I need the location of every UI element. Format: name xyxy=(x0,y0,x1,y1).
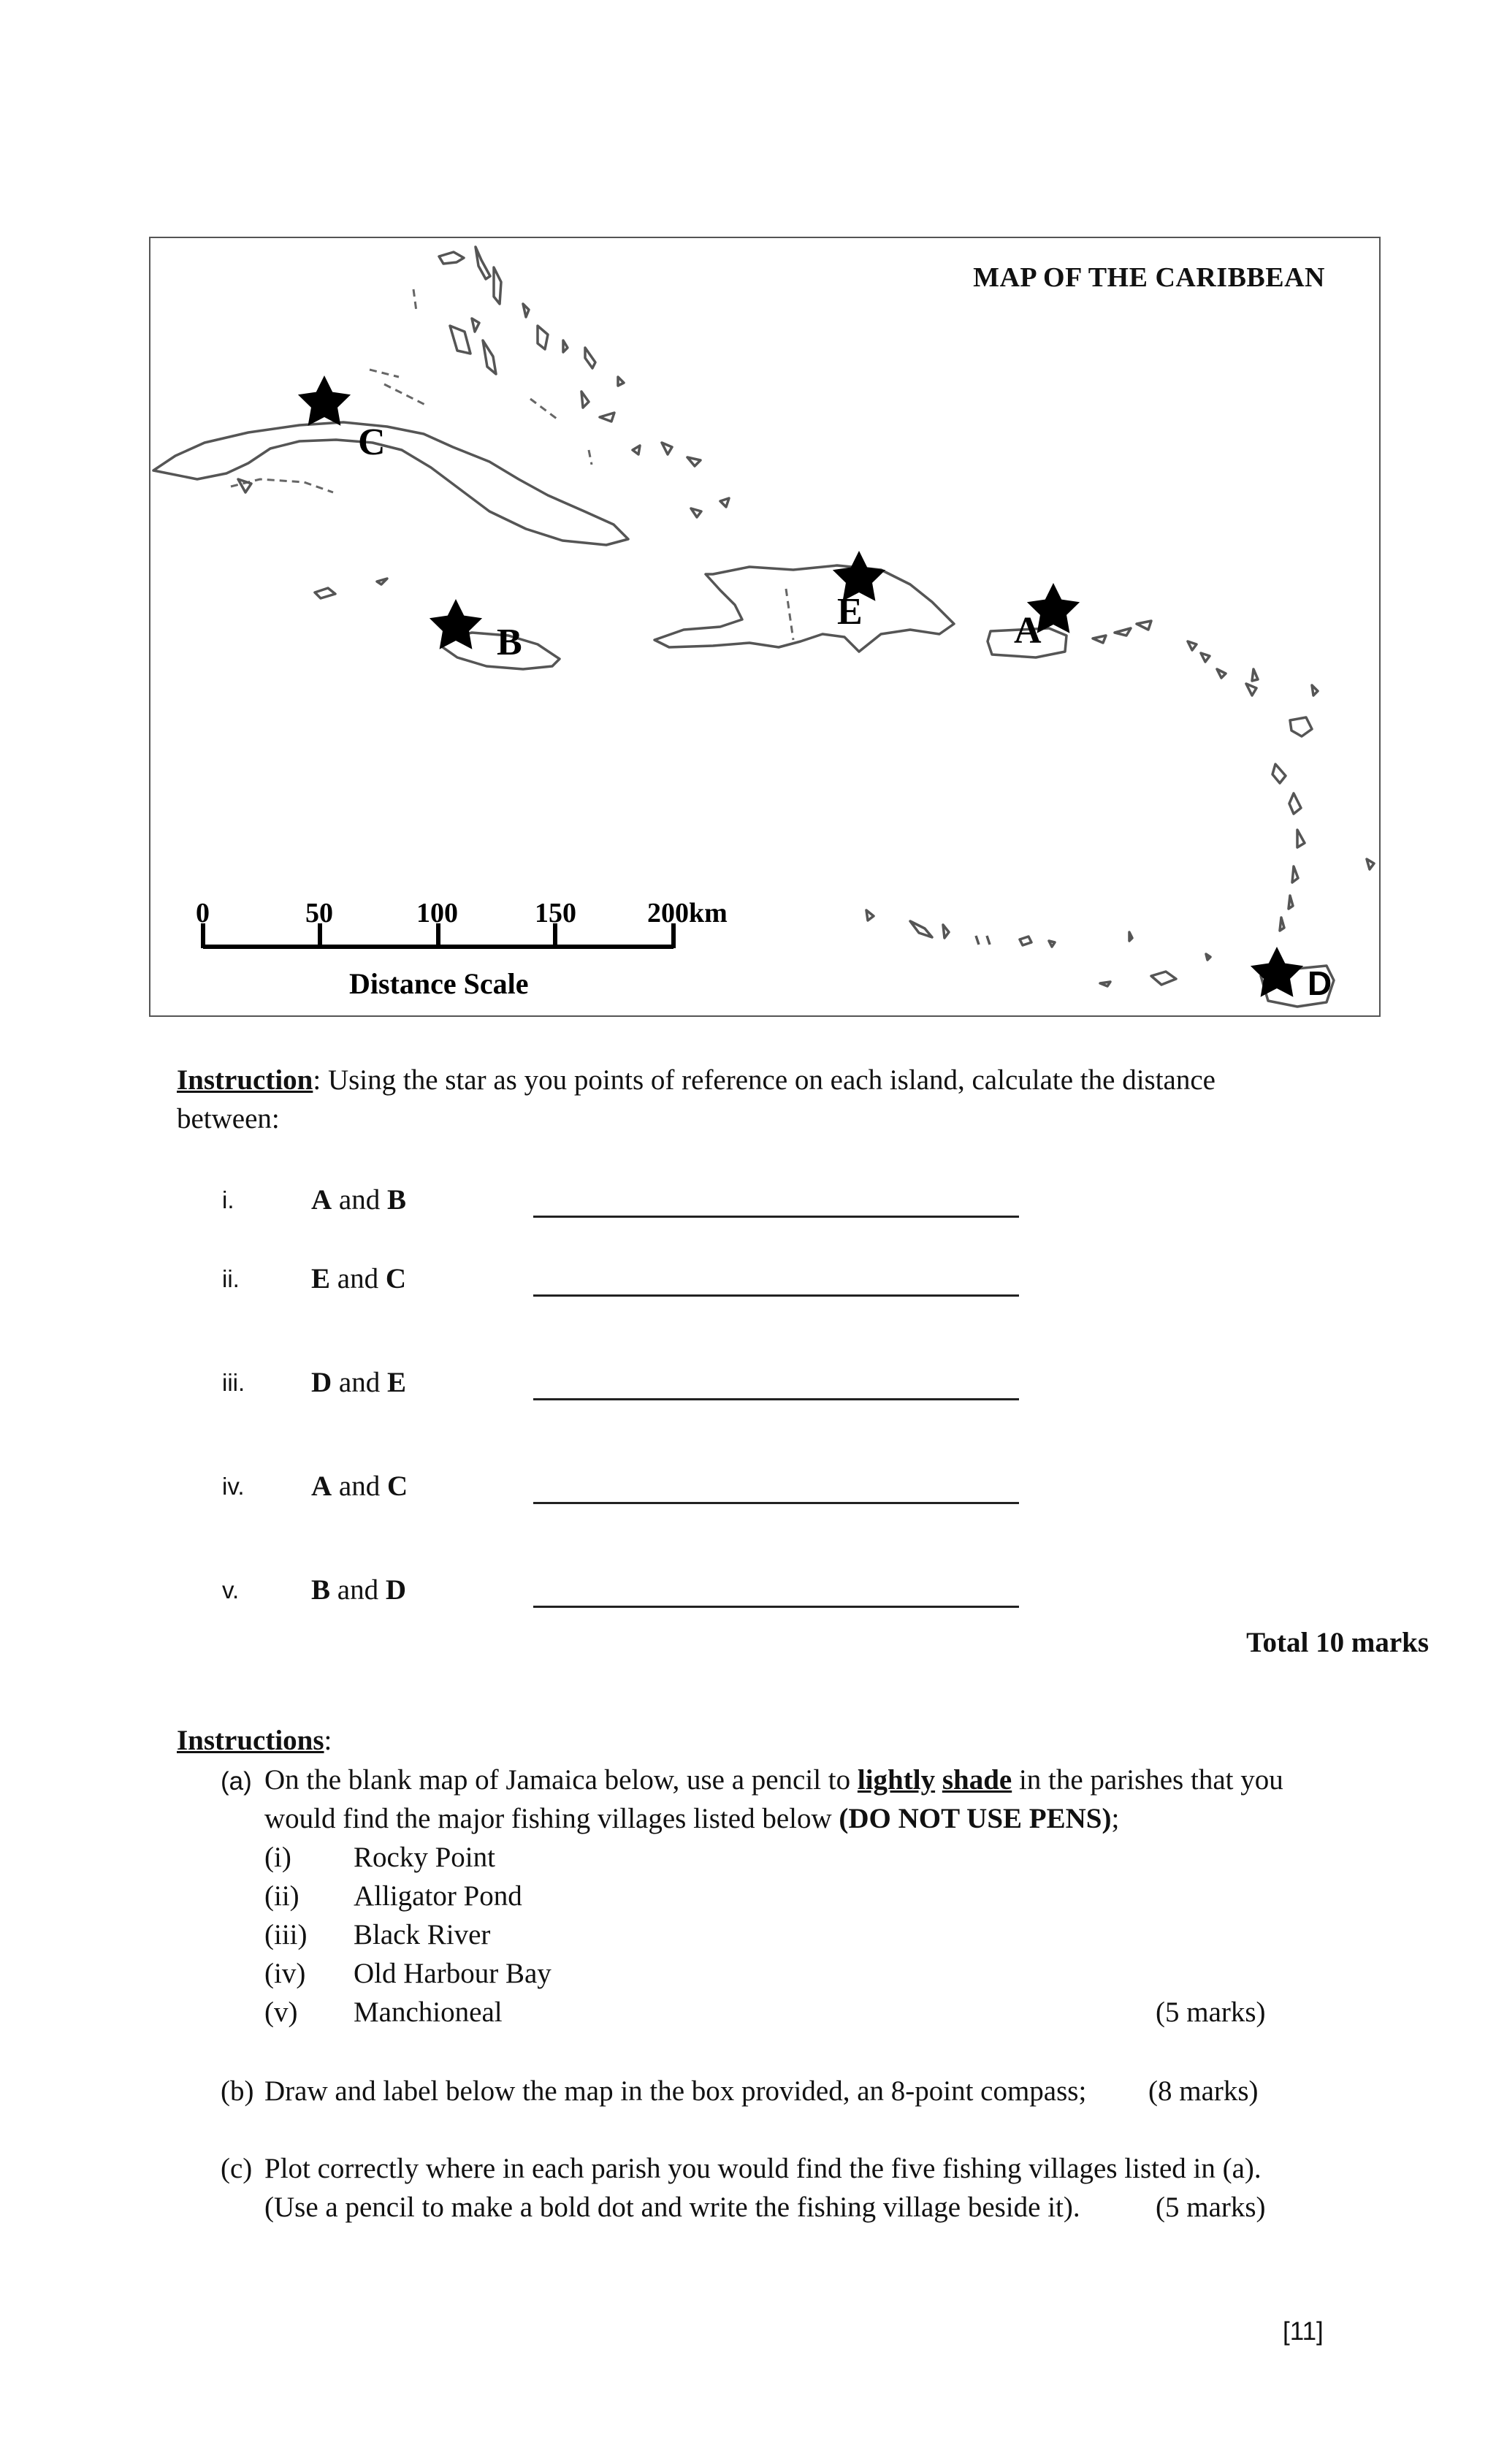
question-pair: A and B xyxy=(311,1184,406,1216)
item-a-marker: (a) xyxy=(221,1767,252,1796)
item-b-text: Draw and label below the map in the box provided, an 8-point compass; xyxy=(264,2075,1087,2107)
star-d xyxy=(1251,947,1303,997)
question-pair: B and D xyxy=(311,1574,406,1606)
scale-label: Distance Scale xyxy=(349,967,529,1000)
page-number: [11] xyxy=(1283,2317,1324,2346)
lightly-emphasis: lightly xyxy=(857,1764,936,1796)
item-a-marks: (5 marks) xyxy=(1156,1996,1266,2028)
no-pens-warning: (DO NOT USE PENS) xyxy=(839,1803,1112,1834)
answer-line[interactable] xyxy=(533,1216,1019,1218)
answer-line[interactable] xyxy=(533,1502,1019,1504)
question-pair: E and C xyxy=(311,1263,406,1294)
answer-line[interactable] xyxy=(533,1398,1019,1400)
question-pair: A and C xyxy=(311,1471,408,1502)
scale-tick-100: 100 xyxy=(416,898,458,928)
instructions-label: Instructions xyxy=(177,1725,324,1756)
bahamas-islands xyxy=(370,247,729,517)
scale-tick-150: 150 xyxy=(535,898,576,928)
scale-tick-50: 50 xyxy=(305,898,333,928)
star-c xyxy=(298,375,351,426)
question-number: ii. xyxy=(222,1265,240,1292)
answer-line[interactable] xyxy=(533,1606,1019,1608)
lesser-antilles xyxy=(1093,621,1374,931)
item-c-marker: (c) xyxy=(221,2153,253,2184)
item-c-text: Plot correctly where in each parish you would find the five fishing villages listed in (a). (Use a pencil to make a bold dot and write the fishing village beside it). xyxy=(264,2153,1262,2223)
map-title: MAP OF THE CARIBBEAN xyxy=(973,262,1325,293)
question-number: i. xyxy=(222,1186,234,1213)
scale-tick-200km: 200km xyxy=(647,898,728,928)
cuba-outline xyxy=(153,422,628,545)
instructions-heading: Instructions: xyxy=(177,1725,332,1756)
instruction-text: : Using the star as you points of reference on each island, calculate the distance xyxy=(313,1064,1216,1096)
question-number: v. xyxy=(222,1576,240,1603)
caribbean-map xyxy=(149,237,1381,1017)
star-b xyxy=(430,599,482,649)
hispaniola-outline xyxy=(654,565,954,652)
label-c: C xyxy=(358,422,386,463)
item-a-text: On the blank map of Jamaica below, use a pencil to lightly shade in the parishes that you would find the major fishing villages listed below (DO NOT USE PENS); xyxy=(264,1764,1283,1834)
question-number: iii. xyxy=(222,1369,245,1396)
instruction-label: Instruction xyxy=(177,1064,313,1096)
question-pair: D and E xyxy=(311,1367,406,1398)
question-number: iv. xyxy=(222,1473,245,1500)
distance-scale xyxy=(196,898,728,1000)
scale-tick-0: 0 xyxy=(196,898,210,928)
label-e: E xyxy=(837,591,863,633)
label-d: D xyxy=(1308,964,1332,1002)
shade-emphasis: shade xyxy=(942,1764,1012,1796)
item-b-marker: (b) xyxy=(221,2075,254,2107)
item-b-marks: (8 marks) xyxy=(1148,2075,1259,2107)
total-marks: Total 10 marks xyxy=(1246,1627,1429,1658)
item-c-marks: (5 marks) xyxy=(1156,2192,1266,2223)
map-graphic xyxy=(150,238,1381,1017)
label-a: A xyxy=(1014,610,1042,652)
answer-line[interactable] xyxy=(533,1294,1019,1297)
instruction-paragraph xyxy=(177,1061,1433,1138)
instruction-text-line2: between: xyxy=(177,1103,280,1134)
label-b: B xyxy=(497,622,522,663)
